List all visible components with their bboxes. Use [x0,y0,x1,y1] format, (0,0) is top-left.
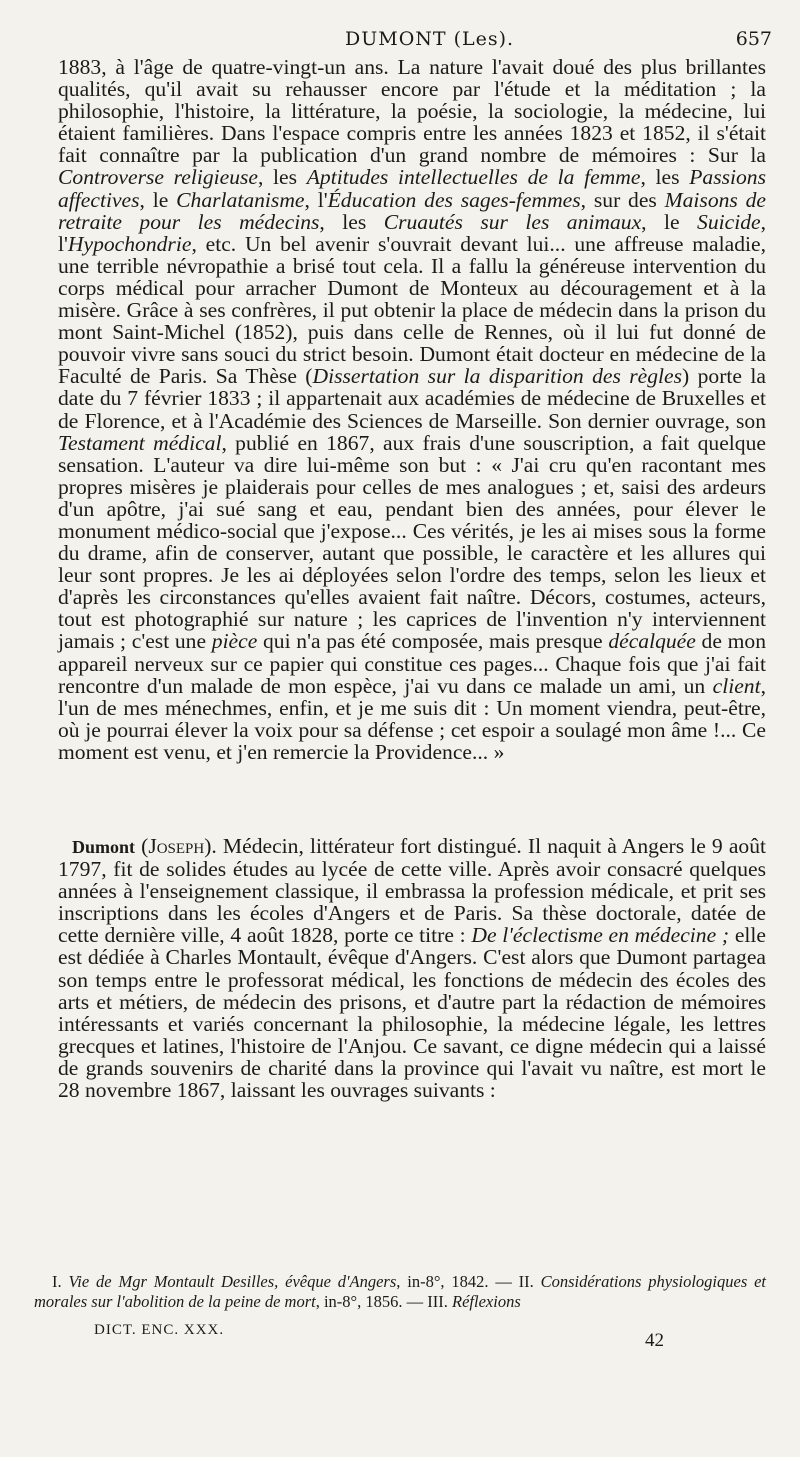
entry-dumont-joseph: Dumont (Joseph). Médecin, littérateur fort distingué. Il naquit à Angers le 9 août 1797, fit de solides études au lycée de cette ville. Après avoir consacré quelques années à l'enseignement classique, il embrassa la profession médicale, et prit ses inscriptions dans les écoles d'Angers et de Paris. Sa thèse doctorale, datée de cette dernière ville, 4 août 1828, porte ce titre : De l'éclectisme en médecine ; elle est dédiée à Charles Montault, évêque d'Angers. C'est alors que Dumont partagea son temps entre le professorat médical, les fonctions de médecin des écoles des arts et métiers, de médecin des prisons, et d'autre part la rédaction de mémoires intéressants et variés concernant la philosophie, la médecine légale, les lettres grecques et latines, l'histoire de l'Anjou. Ce savant, ce digne médecin qui a laissé de grands souvenirs de charité dans la province qui l'avait vu naître, est mort le 28 novembre 1867, laissant les ouvrages suivants : [58,834,766,1103]
entry-dumont-de-monteux-continuation: 1883, à l'âge de quatre-vingt-un ans. La nature l'avait doué des plus brillantes qualités, qu'il avait su rehausser encore par l'étude et la méditation ; la philosophie, l'histoire, la littérature, la poésie, la sociologie, la médecine, lui étaient familières. Dans l'espace compris entre les années 1823 et 1852, il s'était fait connaître par la publication d'un grand nombre de mémoires : Sur la Controverse religieuse, les Aptitudes intellectuelles de la femme, les Passions affectives, le Charlatanisme, l'Éducation des sages-femmes, sur des Maisons de retraite pour les médecins, les Cruautés sur les animaux, le Suicide, l'Hypochondrie, etc. Un bel avenir s'ouvrait devant lui... une affreuse maladie, une terrible névropathie a brisé tout cela. Il a fallu la généreuse intervention du corps médical pour arracher Dumont de Monteux au découragement et à la misère. Grâce à ses confrères, il put obtenir la place de médecin dans la prison du mont Saint-Michel (1852), puis dans celle de Rennes, où il lui fut donné de pouvoir vivre sans souci du strict besoin. Dumont était docteur en médecine de la Faculté de Paris. Sa Thèse (Dissertation sur la disparition des règles) porte la date du 7 février 1833 ; il appartenait aux académies de médecine de Bruxelles et de Florence, et à l'Académie des Sciences de Marseille. Son dernier ouvrage, son Testament médical, publié en 1867, aux frais d'une souscription, a fait quelque sensation. L'auteur va dire lui-même son but : « J'ai cru qu'en racontant mes propres misères je plaiderais pour celles de mes analogues ; et, saisi des ardeurs d'un apôtre, j'ai sué sang et eau, pendant bien des années, pour élever le monument médico-social que j'expose... Ces vérités, je les ai mises sous la forme du drame, afin de conserver, autant que possible, le caractère et les allures qui leur sont propres. Je les ai déployées selon l'ordre des temps, selon les lieux et d'après les circonstances qu'elles avaient fait naître. Décors, costumes, acteurs, tout est photographié sur nature ; les caprices de l'invention n'y interviennent jamais ; c'est une pièce qui n'a pas été composée, mais presque décalquée de mon appareil nerveux sur ce papier qui constitue ces pages... Chaque fois que j'ai fait rencontre d'un malade de mon espèce, j'ai vu dans ce malade un ami, un client, l'un de mes ménechmes, enfin, et je me suis dit : Un moment viendra, peut-être, où je pourrai élever la voix pour sa défense ; cet espoir a soulagé mon âme !... Ce moment est venu, et j'en remercie la Providence... » [58,55,767,764]
running-header [0,28,800,54]
signature-number: 42 [645,1330,664,1351]
page-number: 657 [735,28,772,50]
main-text [58,56,766,1101]
entry-headword: Dumont [72,837,136,857]
signature-mark: DICT. ENC. XXX. [94,1322,225,1338]
running-title: DUMONT (Les). [345,28,515,50]
entry-forename: Joseph [148,834,205,858]
footnote-bibliography: I. Vie de Mgr Montault Desilles, évêque d'Angers, in-8°, 1842. — II. Considérations physiologiques et morales sur l'abolition de la peine de mort, in-8°, 1856. — III. Réflexions [34,1272,766,1311]
